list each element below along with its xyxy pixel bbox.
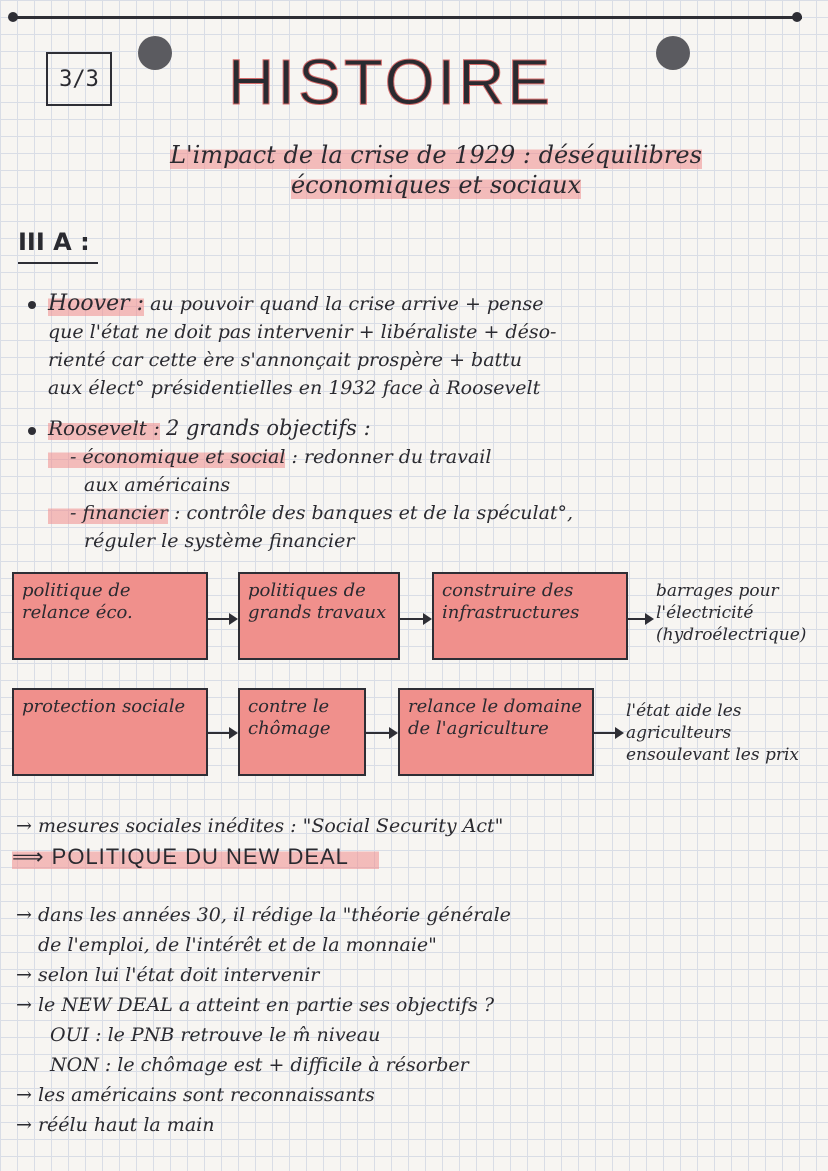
- note-line: → les américains sont reconnaissants: [16, 1084, 375, 1106]
- note-line: de l'emploi, de l'intérêt et de la monnaie": [38, 934, 437, 956]
- hoover-line2: que l'état ne doit pas intervenir + libéraliste + déso-: [48, 321, 557, 343]
- hoover-paragraph: [48, 290, 818, 402]
- flow1-arrow3: [628, 618, 652, 620]
- hoover-line3: rienté car cette ère s'annonçait prospère + battu: [48, 349, 523, 371]
- objective-economic-cont: aux américains: [84, 474, 231, 496]
- roosevelt-label: Roosevelt :: [48, 416, 160, 440]
- rule-dot-right: [792, 12, 802, 22]
- objective-economic-label: - économique et social: [48, 446, 285, 468]
- objective-financial-label: - financier: [48, 502, 168, 524]
- bullet-roosevelt: [28, 427, 36, 435]
- roosevelt-paragraph: [48, 414, 818, 555]
- flow2-arrow3: [594, 732, 622, 734]
- section-underline: [18, 262, 98, 264]
- flow2-box1: protection sociale: [12, 688, 208, 776]
- note-line: → selon lui l'état doit intervenir: [16, 964, 320, 986]
- flow1-box2: politiques de grands travaux: [238, 572, 400, 660]
- flow1-result: barrages pour l'électricité (hydroélectrique): [656, 581, 807, 645]
- page-title: HISTOIRE: [228, 46, 554, 118]
- notes-block: [16, 900, 816, 1140]
- flow2-arrow1: [208, 732, 236, 734]
- flow1-arrow2: [400, 618, 430, 620]
- note-line: OUI : le PNB retrouve le m̂ niveau: [50, 1024, 381, 1046]
- flow2-arrow2: [366, 732, 396, 734]
- note-line: NON : le chômage est + difficile à résorber: [50, 1054, 469, 1076]
- measures-line: → mesures sociales inédites : "Social Security Act": [16, 815, 504, 837]
- subtitle: [76, 140, 796, 200]
- top-rule: [12, 16, 802, 19]
- rule-dot-left: [8, 12, 18, 22]
- note-line: → réélu haut la main: [16, 1114, 215, 1136]
- objective-financial-cont: réguler le système financier: [84, 530, 355, 552]
- bullet-hoover: [28, 301, 36, 309]
- punch-hole-right: [656, 36, 690, 70]
- punch-hole-left: [138, 36, 172, 70]
- note-line: → le NEW DEAL a atteint en partie ses objectifs ?: [16, 994, 495, 1016]
- subtitle-line2: économiques et sociaux: [290, 171, 582, 199]
- flow2-result: l'état aide les agriculteurs ensoulevant les prix: [626, 701, 799, 765]
- objective-financial-text: : contrôle des banques et de la spéculat°,: [174, 502, 574, 524]
- flow1-box1: politique de relance éco.: [12, 572, 208, 660]
- new-deal-text: ⟹ POLITIQUE DU NEW DEAL: [12, 844, 379, 869]
- hoover-line4: aux élect° présidentielles en 1932 face à Roosevelt: [48, 377, 541, 399]
- note-line: → dans les années 30, il rédige la "théorie générale: [16, 904, 511, 926]
- subtitle-line1: L'impact de la crise de 1929 : déséquilibres: [170, 141, 702, 169]
- flow1-box3: construire des infrastructures: [432, 572, 628, 660]
- objective-economic-text: : redonner du travail: [291, 446, 492, 468]
- new-deal-heading: [12, 844, 379, 870]
- roosevelt-intro: 2 grands objectifs :: [165, 416, 371, 440]
- flow2-box3: relance le domaine de l'agriculture: [398, 688, 594, 776]
- flow1-arrow1: [208, 618, 236, 620]
- flow2-box2: contre le chômage: [238, 688, 366, 776]
- section-heading: III A :: [18, 228, 90, 256]
- hoover-line1: au pouvoir quand la crise arrive + pense: [150, 293, 544, 315]
- hoover-label: Hoover :: [48, 291, 145, 316]
- page-number: 3/3: [46, 52, 112, 106]
